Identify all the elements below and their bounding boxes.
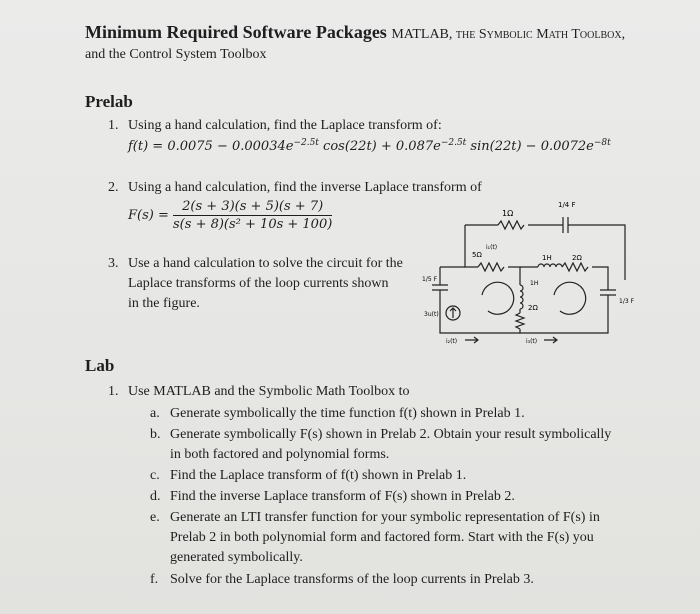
label-i1: i₁(t) — [486, 244, 498, 251]
prelab-item3-number: 3. — [108, 256, 119, 271]
prelab-item2-number: 2. — [108, 180, 119, 195]
fraction — [173, 199, 332, 232]
lab-sub-e-line3: generated symbolically. — [170, 550, 303, 565]
lab-sub-b-letter: b. — [150, 427, 161, 442]
label-i3: i₃(t) — [526, 338, 538, 345]
label-l-top: 1H — [542, 254, 552, 262]
lab-sub-b-line2: in both factored and polynomial forms. — [170, 447, 390, 462]
title-rest: MATLAB, the Symbolic Math Toolbox, — [391, 27, 626, 42]
prelab-item1-text: Using a hand calculation, find the Laplace transform of: — [128, 118, 442, 133]
lab-sub-c-line1: Find the Laplace transform of f(t) shown in Prelab 1. — [170, 468, 467, 483]
lab-item1-text: Use MATLAB and the Symbolic Math Toolbox to — [128, 384, 410, 399]
prelab-item2-formula: F(s) = $\frac{2(s + 3)(s + 5)(s + 7)}{\text{s(s + 8)(s² + 10s + 100)}}$ — [128, 199, 333, 232]
wire — [568, 225, 625, 280]
prelab-item3-line3: in the figure. — [128, 296, 200, 311]
prelab-item1-formula: $f(t) = 0.0075 - 0.00034e^{-2.5t}$ $\cos(22t) + 0.087e^{-2.5t}$ $\sin(22t) - 0.0072e^{-8t}$ — [128, 138, 611, 154]
capacitor-right — [600, 290, 616, 295]
prelab-item3-line2: Laplace transforms of the loop currents shown — [128, 276, 389, 291]
lab-sub-d-letter: d. — [150, 489, 161, 504]
resistor-right — [562, 263, 588, 271]
wire — [465, 225, 478, 267]
lab-heading: Lab — [85, 356, 115, 375]
i2-arrow — [465, 337, 478, 343]
loop-arrow-i3 — [554, 282, 586, 314]
lab-sub-a-line1: Generate symbolically the time function f(t) shown in Prelab 1. — [170, 406, 525, 421]
label-r-right: 2Ω — [572, 254, 582, 262]
label-r-mid: 5Ω — [472, 251, 482, 259]
inductor-mid — [520, 285, 523, 309]
label-c-top: 1/4 F — [558, 201, 576, 209]
prelab-item3-line1: Use a hand calculation to solve the circuit for the — [128, 256, 403, 271]
capacitor-left — [432, 285, 448, 290]
lab-sub-f-line1: Solve for the Laplace transforms of the loop currents in Prelab 3. — [170, 572, 534, 587]
source-arrow — [450, 308, 456, 318]
fraction-denominator: s(s + 8)(s² + 10s + 100) — [173, 217, 333, 232]
prelab-heading: Prelab — [85, 92, 133, 111]
lab-sub-e-letter: e. — [150, 510, 160, 525]
circuit-diagram — [420, 185, 640, 350]
resistor-mid — [478, 263, 504, 271]
inductor-top — [538, 264, 562, 267]
title-bold: Minimum Required Software Packages — [85, 22, 387, 42]
resistor-top — [498, 221, 524, 229]
loop-arrow-i2 — [482, 282, 514, 314]
prelab-item2-text: Using a hand calculation, find the inverse Laplace transform of — [128, 180, 482, 195]
wire — [592, 267, 608, 280]
title-line-2: and the Control System Toolbox — [85, 47, 267, 62]
label-c-right: 1/3 F — [619, 298, 635, 305]
lab-sub-c-letter: c. — [150, 468, 160, 483]
label-r-mid2: 2Ω — [528, 304, 538, 312]
label-source: 3u(t) — [424, 311, 439, 318]
label-i2: i₂(t) — [446, 338, 458, 345]
wire — [440, 290, 520, 333]
prelab-item1-number: 1. — [108, 118, 119, 133]
lab-sub-e-line1: Generate an LTI transfer function for your symbolic representation of F(s) in — [170, 510, 600, 525]
lab-sub-b-line1: Generate symbolically F(s) shown in Prelab 2. Obtain your result symbolically — [170, 427, 612, 442]
lab-sub-a-letter: a. — [150, 406, 160, 421]
label-c-left: 1/5 F — [422, 276, 438, 283]
label-r-top: 1Ω — [502, 209, 514, 218]
capacitor-top — [563, 217, 568, 233]
lab-sub-e-line2: Prelab 2 in both polynomial form and factored form. Start with the F(s) you — [170, 530, 594, 545]
lab-item1-number: 1. — [108, 384, 119, 399]
label-l-mid: 1H — [530, 280, 539, 287]
i3-arrow — [544, 337, 557, 343]
lab-sub-f-letter: f. — [150, 572, 159, 587]
wire — [508, 267, 520, 280]
document-title — [85, 22, 625, 43]
fraction-numerator: 2(s + 3)(s + 5)(s + 7) — [173, 199, 332, 216]
resistor-mid2 — [516, 313, 524, 329]
lab-sub-d-line1: Find the inverse Laplace transform of F(s) shown in Prelab 2. — [170, 489, 515, 504]
